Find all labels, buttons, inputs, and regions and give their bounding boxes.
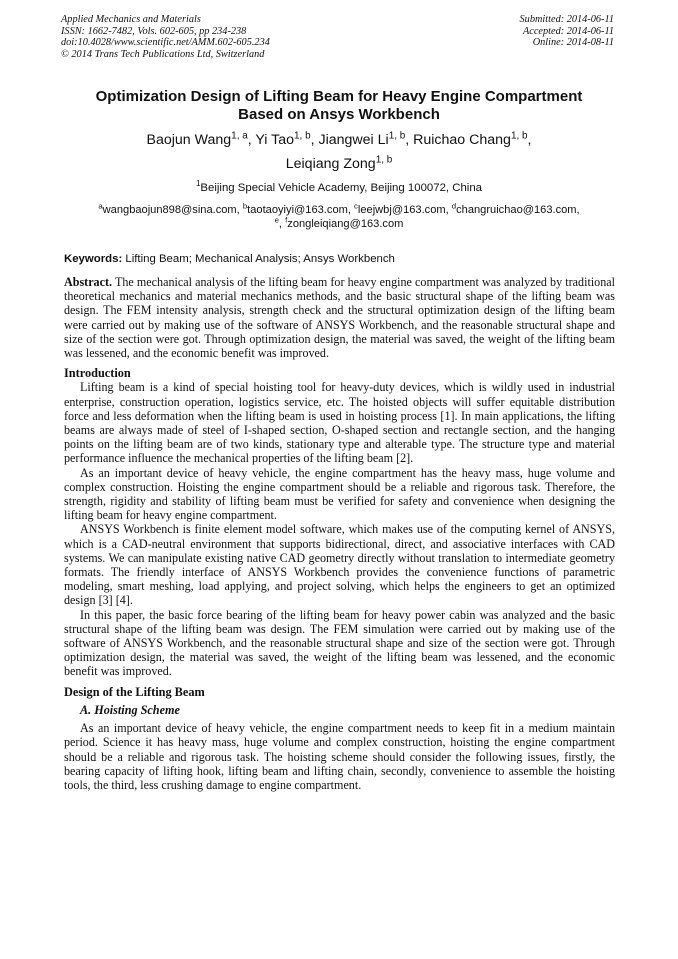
keywords-text: Lifting Beam; Mechanical Analysis; Ansys Workbench — [122, 253, 395, 265]
abstract — [64, 275, 615, 360]
abstract-text: The mechanical analysis of the lifting beam for heavy engine compartment was analyzed by traditional theoretical mechanics and material mechanics methods, and the basic structural shape of the lifting beam was design. The FEM intensity analysis, strength check and the structural optimization design of the lifting beam were carried out by making use of the software of ANSYS Workbench, and the reasonable structural shape and size of the section were got. Through optimization design, the material was saved, the weight of the lifting beam was lessened, and the economic benefit was improved. — [64, 275, 615, 361]
email-text: , — [278, 218, 286, 230]
author-name: Leiqiang Zong — [285, 156, 376, 172]
author-line-1 — [40, 128, 638, 152]
intro-paragraph: ANSYS Workbench is finite element model software, which makes use of the computing kernel of ANSYS, which is a CAD-neutral environment that supports bidirectional, direct, and associative interfaces with CAD systems. We can manipulate existing native CAD geometry directly without translation to intermediate geometry formats. The friendly interface of ANSYS Workbench provides the convenience functions of parametric modeling, smart meshing, load applying, and project solving, which helps the engineers to get an optimized design [3] [4]. — [64, 522, 615, 608]
email-list — [60, 203, 618, 231]
author-name: Baojun Wang — [146, 132, 232, 148]
author-sep: , — [247, 132, 256, 148]
email-sup: c — [354, 201, 358, 211]
email-sup: e — [274, 215, 279, 225]
title-line-2: Based on Ansys Workbench — [238, 106, 440, 123]
author-name: Ruichao Chang — [413, 132, 511, 148]
affiliation-text: Beijing Special Vehicle Academy, Beijing 100072, China — [200, 182, 482, 194]
abstract-label: Abstract. — [64, 275, 113, 289]
design-heading: Design of the Lifting Beam — [64, 684, 205, 699]
keywords-label: Keywords: — [64, 253, 123, 265]
affiliation-sup: 1 — [195, 179, 201, 189]
author-sep: , — [310, 132, 319, 148]
paper-title — [40, 88, 638, 124]
email-text: taotaoyiyi@163.com, — [247, 204, 355, 216]
email-line-1 — [60, 203, 618, 217]
journal-issn: ISSN: 1662-7482, Vols. 602-605, pp 234-238 — [61, 25, 247, 37]
design-paragraph: As an important device of heavy vehicle, the engine compartment needs to keep fit in a medium maintain period. Science it has heavy mass, huge volume and complex construction, hoisting the engine compartment should be a reliable and rigorous task. The hoisting scheme should consider the following issues, firstly, the bearing capacity of lifting hook, lifting beam and lifting chain, secondly, convenience to assemble the hoisting tools, the third, less crushing damage to engine compartment. — [64, 721, 615, 792]
author-sup: 1, b — [388, 130, 406, 142]
journal-doi: doi:10.4028/www.scientific.net/AMM.602-605.234 — [61, 37, 270, 49]
author-sep: , — [405, 132, 414, 148]
journal-info — [61, 14, 361, 60]
title-line-1: Optimization Design of Lifting Beam for Heavy Engine Compartment — [95, 88, 583, 105]
author-line-2 — [40, 152, 638, 176]
email-text: zongleiqiang@163.com — [287, 218, 404, 230]
author-sup: 1, b — [294, 130, 311, 142]
author-sup: 1, b — [375, 154, 393, 166]
author-sup: 1, a — [231, 130, 248, 142]
introduction-heading: Introduction — [64, 366, 131, 381]
journal-copyright: © 2014 Trans Tech Publications Ltd, Switzerland — [61, 48, 265, 60]
author-name: Jiangwei Li — [318, 132, 389, 148]
email-text: changruichao@163.com, — [456, 204, 580, 216]
paper-body — [64, 275, 615, 792]
affiliation — [40, 181, 638, 195]
keywords — [64, 252, 615, 266]
submitted-date: Submitted: 2014-06-11 — [519, 14, 614, 25]
intro-paragraph: As an important device of heavy vehicle, the engine compartment has the heavy mass, huge volume and complex construction. Hoisting the engine compartment should be a reliable and rigorous task. Therefore, the strength, rigidity and stability of lifting beam must be verified for safety and convenience when designing the lifting beam for heavy engine compartment. — [64, 465, 615, 523]
author-sup: 1, b — [510, 130, 528, 142]
email-line-2 — [60, 217, 618, 231]
author-list — [40, 128, 638, 176]
email-text: wangbaojun898@sina.com, — [102, 204, 243, 216]
author-sep: , — [527, 132, 532, 148]
intro-paragraph: Lifting beam is a kind of special hoisting tool for heavy-duty devices, which is wildly used in industrial enterprise, construction operation, logistics service, etc. The hoisted objects will suffer equitable distribution force and less deformation when the lifting beam is used in hoisting process [1]. In main applications, the lifting beams are always made of steel of I-shaped section, O-shaped section and rectangle section, and the hanging points on the lifting beam are of two kinds, stationary type and alterable type. The structure type and material performance influence the mechanical properties of the lifting beam [2]. — [64, 380, 615, 466]
email-sup: f — [285, 215, 288, 225]
email-sup: d — [451, 201, 457, 211]
email-sup: b — [242, 201, 248, 211]
email-sup: a — [98, 201, 103, 211]
journal-name: Applied Mechanics and Materials — [61, 14, 201, 25]
intro-paragraph: In this paper, the basic force bearing of the lifting beam for heavy power cabin was analyzed and the basic structural shape of the lifting beam was design. The FEM simulation were carried out by making use of the software of ANSYS Workbench, and the reasonable structural shape and size of the section were got. Through optimization design, the material was saved, the weight of the lifting beam was lessened, and the economic benefit was improved. — [64, 607, 615, 679]
online-date: Online: 2014-08-11 — [532, 37, 614, 49]
publication-dates — [394, 14, 614, 49]
hoisting-scheme-subheading: A. Hoisting Scheme — [80, 702, 180, 717]
accepted-date: Accepted: 2014-06-11 — [522, 25, 614, 37]
email-text: leejwbj@163.com, — [357, 204, 452, 216]
author-name: Yi Tao — [255, 132, 295, 148]
